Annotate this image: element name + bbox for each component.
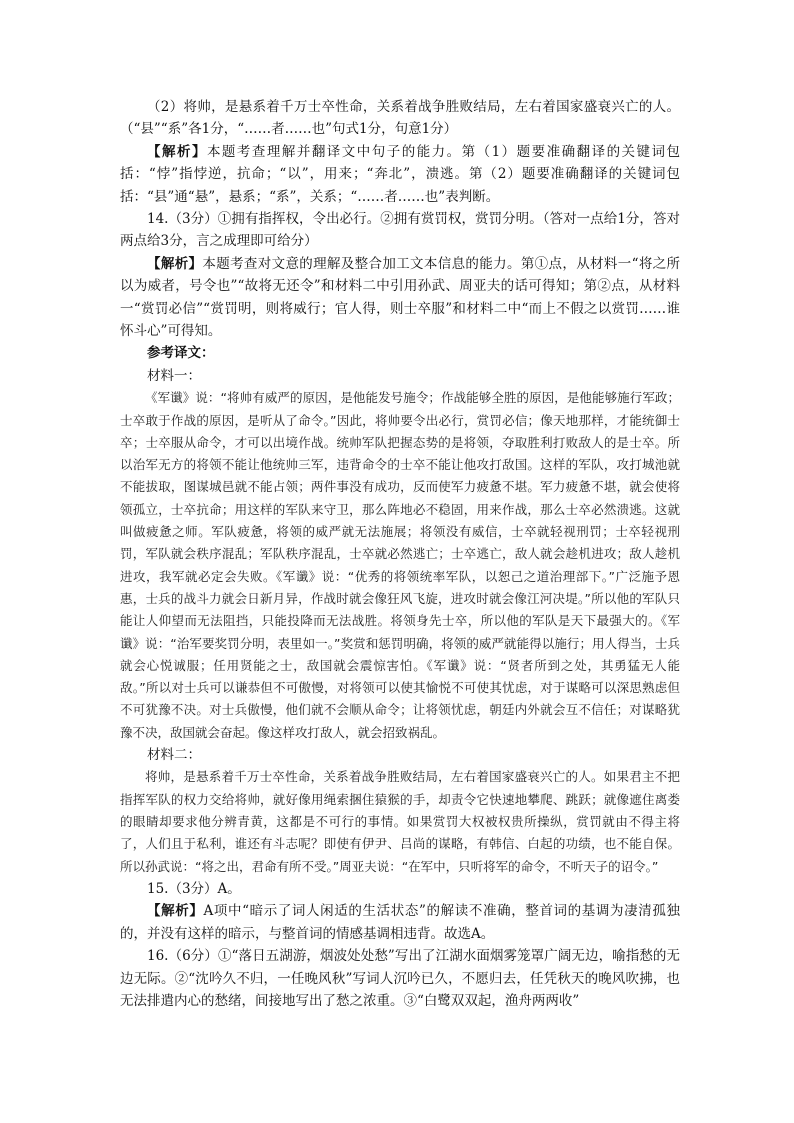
analysis-tag: 【解析】 [147,903,204,920]
analysis-14 [120,253,680,343]
translation-heading: 参考译文： [147,345,215,362]
answer-15: 15.（3分）A。 [147,880,241,897]
answer-16: 16.（6分）①“落日五湖游，烟波处处愁”写出了江湖水面烟雾笼罩广阔无边，喻指愁的无边无际。②“沈吟久不归，一任晚风秋”写词人沉吟已久，不愿归去，任凭秋天的晚风吹拂，也无法排遣内心的愁绪，间接地写出了愁之浓重。③“白鹭双双起，渔舟两两收” [120,948,680,1009]
material-2-translation: 将帅，是悬系着千万士卒性命，关系着战争胜败结局，左右着国家盛衰兴亡的人。如果君主不把指挥军队的权力交给将帅，就好像用绳索捆住猿猴的手，却责令它快速地攀爬、跳跃；就像遮住离娄的眼睛却要求他分辨青黄，这都是不可行的事情。如果赏罚大权被权贵所操纵，赏罚就由不得主将了，人们且于私利，谁还有斗志呢？即使有伊尹、吕尚的谋略，有韩信、白起的功绩，也不能自保。所以孙武说：“将之出，君命有所不受。”周亚夫说：“在军中，只听将军的命令，不听天子的诏令。” [120,769,680,874]
page-content [120,96,680,1012]
analysis-tag: 【解析】 [147,143,207,160]
material-1-heading: 材料一： [147,367,201,384]
analysis-13 [120,141,680,208]
material-2-heading: 材料二： [147,747,201,764]
answer-13-2: （2）将帅，是悬系着千万士卒性命，关系着战争胜败结局，左右着国家盛衰兴亡的人。（“县”“系”各1分，“……者……也”句式1分，句意1分） [120,99,680,138]
analysis-tag: 【解析】 [147,255,203,272]
material-1-translation: 《军谶》说：“将帅有威严的原因，是他能发号施令；作战能够全胜的原因，是他能够施行军政；士卒敢于作战的原因，是听从了命令。”因此，将帅要令出必行，赏罚必信；像天地那样，才能统御士卒；士卒服从命令，才可以出境作战。统帅军队把握态势的是将领，夺取胜利打败敌人的是士卒。所以治军无方的将领不能让他统帅三军，违背命令的士卒不能让他攻打敌国。这样的军队，攻打城池就不能拔取，图谋城邑就不能占领；两件事没有成功，反而使军力疲惫不堪。军力疲惫不堪，就会使将领孤立，士卒抗命；用这样的军队来守卫，那么阵地必不稳固，用来作战，那么士卒必然溃逃。这就叫做疲惫之师。军队疲惫，将领的威严就无法施展；将领没有威信，士卒就轻视刑罚；士卒轻视刑罚，军队就会秩序混乱；军队秩序混乱，士卒就必然逃亡；士卒逃亡，敌人就会趁机进攻；敌人趁机进攻，我军就必定会失败。《军谶》说：“优秀的将领统率军队，以恕己之道治理部下。”广泛施予恩惠，士兵的战斗力就会日新月异，作战时就会像狂风飞旋，进攻时就会像江河决堤。”所以他的军队只能让人仰望而无法阻挡，只能投降而无法战胜。将领身先士卒，所以他的军队是天下最强大的。《军谶》说：“治军要奖罚分明，表里如一。”奖赏和惩罚明确，将领的威严就能得以施行；用人得当，士兵就会心悦诚服；任用贤能之士，敌国就会震惊害怕。《军谶》说：“贤者所到之处，其勇猛无人能敌。”所以对士兵可以谦恭但不可傲慢，对将领可以使其愉悦不可使其忧虑，对于谋略可以深思熟虑但不可犹豫不决。对士兵傲慢，他们就不会顺从命令；让将领忧虑，朝廷内外就会互不信任；对谋略犹豫不决，敌国就会奋起。像这样攻打敌人，就会招致祸乱。 [120,390,680,740]
analysis-15 [120,900,680,945]
analysis-14-text: 本题考查对文意的理解及整合加工文本信息的能力。第①点，从材料一“将之所以为威者，号令也”“故将无还令”和材料二中引用孙武、周亚夫的话可得知；第②点，从材料一“赏罚必信”“赏罚明，则将威行；官人得，则士卒服”和材料二中“而上不假之以赏罚……谁怀斗心”可得知。 [120,255,681,340]
analysis-15-text: A项中“暗示了词人闲适的生活状态”的解读不准确，整首词的基调为凄清孤独的，并没有这样的暗示，与整首词的情感基调相违背。故选A。 [120,903,680,942]
analysis-13-text: 本题考查理解并翻译文中句子的能力。第（1）题要准确翻译的关键词包括：“悖”指悖逆，抗命；“以”，用来；“奔北”，溃逃。第（2）题要准确翻译的关键词包括：“县”通“悬”，悬系；“系”，关系；“……者……也”表判断。 [120,143,680,205]
answer-14: 14.（3分）①拥有指挥权，令出必行。②拥有赏罚权，赏罚分明。（答对一点给1分，答对两点给3分，言之成理即可给分） [120,211,680,250]
